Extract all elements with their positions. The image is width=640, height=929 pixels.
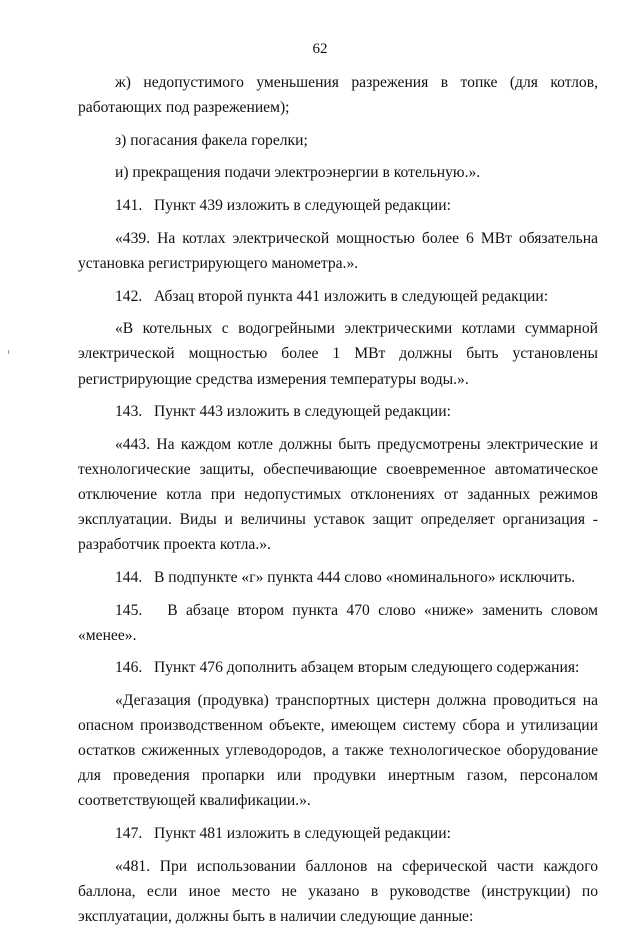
paragraph <box>78 128 598 153</box>
text-line: технологические защиты, обеспечивающие своевременное автоматическое <box>78 460 598 478</box>
paragraph <box>78 160 598 185</box>
paragraph-gap <box>78 557 598 565</box>
paragraph <box>78 655 598 680</box>
text-line: «439. На котлах электрической мощностью более 6 МВт обязательна <box>115 229 598 247</box>
paragraph-gap <box>78 814 598 822</box>
paragraph <box>78 821 598 846</box>
paragraph <box>78 854 598 929</box>
text-line: з) погасания факела горелки; <box>115 131 308 149</box>
text-line: «Дегазация (продувка) транспортных цистерн должна проводиться на <box>115 692 598 710</box>
text-line: и) прекращения подачи электроэнергии в котельную.». <box>115 164 481 182</box>
text-line: работающих под разрежением); <box>78 99 290 117</box>
text-line: 146. Пункт 476 дополнить абзацем вторым следующего содержания: <box>115 659 580 677</box>
text-line: соответствующей квалификации.». <box>78 792 311 810</box>
text-line: «481. При использовании баллонов на сферической части каждого <box>115 857 598 875</box>
text-line: баллона, если иное место не указано в руководстве (инструкции) по <box>78 882 598 900</box>
text-line: «В котельных с водогрейными электрическими котлами суммарной <box>115 320 598 338</box>
text-line: 147. Пункт 481 изложить в следующей редакции: <box>115 825 451 843</box>
paragraph <box>78 565 598 590</box>
paragraph-gap <box>78 186 598 194</box>
text-line: 145. В абзаце втором пункта 470 слово «ниже» заменить словом <box>115 601 598 619</box>
paragraph-gap <box>78 681 598 689</box>
paragraph-gap <box>78 648 598 656</box>
text-line: 142. Абзац второй пункта 441 изложить в следующей редакции: <box>115 287 549 305</box>
text-line: для проведения пропарки или продувки инертным газом, персоналом <box>78 767 598 785</box>
paragraph <box>78 226 598 276</box>
paragraph-gap <box>78 153 598 161</box>
paragraph <box>78 316 598 391</box>
text-line: регистрирующие средства измерения температуры воды.». <box>78 370 469 388</box>
page-number: 62 <box>312 41 328 57</box>
paragraph <box>78 432 598 557</box>
text-line: 144. В подпункте «г» пункта 444 слово «номинального» исключить. <box>115 568 576 586</box>
paragraph <box>78 70 598 120</box>
paragraph <box>78 598 598 648</box>
paragraph-gap <box>78 120 598 128</box>
paragraph <box>78 399 598 424</box>
text-line: 141. Пункт 439 изложить в следующей редакции: <box>115 197 451 215</box>
text-line: эксплуатации. Виды и величины уставок защит определяет организация - <box>78 511 598 529</box>
text-line: 143. Пункт 443 изложить в следующей редакции: <box>115 403 451 421</box>
document-body <box>78 70 598 929</box>
paragraph-gap <box>78 392 598 400</box>
paragraph-gap <box>78 590 598 598</box>
paragraph-gap <box>78 424 598 432</box>
paragraph-gap <box>78 309 598 317</box>
paragraph-gap <box>78 276 598 284</box>
text-line: «менее». <box>78 626 137 644</box>
margin-mark <box>8 350 9 354</box>
paragraph <box>78 688 598 813</box>
text-line: опасном производственном объекте, имеющем систему сбора и утилизации <box>78 717 598 735</box>
text-line: «443. На каждом котле должны быть предусмотрены электрические и <box>115 435 598 453</box>
text-line: остатков сжиженных углеводородов, а также технологическое оборудование <box>78 742 598 760</box>
text-line: ж) недопустимого уменьшения разрежения в топке (для котлов, <box>115 74 598 91</box>
paragraph <box>78 193 598 218</box>
text-line: установка регистрирующего манометра.». <box>78 254 359 272</box>
paragraph-gap <box>78 846 598 854</box>
text-line: эксплуатации, должны быть в наличии следующие данные: <box>78 908 474 926</box>
text-line: электрической мощностью более 1 МВт должны быть установлены <box>78 345 598 363</box>
text-line: отключение котла при недопустимых отклонениях от заданных режимов <box>78 486 598 504</box>
paragraph-gap <box>78 218 598 226</box>
paragraph <box>78 284 598 309</box>
text-line: разработчик проекта котла.». <box>78 536 271 554</box>
